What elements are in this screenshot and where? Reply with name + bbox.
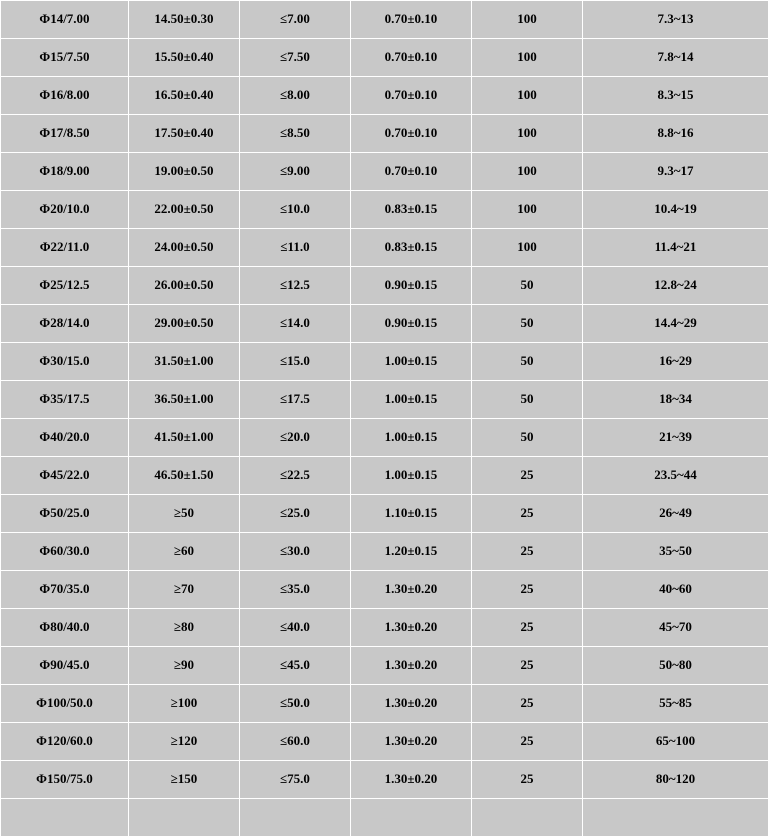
table-cell-inner_diameter: 14.50±0.30 [129, 1, 240, 39]
table-cell-wall_thickness: ≤7.50 [240, 39, 351, 77]
table-cell-size [1, 799, 129, 837]
table-cell-inner_diameter: 22.00±0.50 [129, 191, 240, 229]
table-cell-wall_thickness: ≤14.0 [240, 305, 351, 343]
table-row [1, 77, 768, 115]
table-cell-tolerance: 0.83±0.15 [351, 191, 472, 229]
table-cell-wall_thickness: ≤25.0 [240, 495, 351, 533]
table-cell-length: 50 [472, 305, 583, 343]
table-row [1, 647, 768, 685]
table-cell-tolerance: 0.83±0.15 [351, 229, 472, 267]
table-cell-inner_diameter: ≥90 [129, 647, 240, 685]
table-row [1, 457, 768, 495]
table-cell-wall_thickness: ≤12.5 [240, 267, 351, 305]
table-cell-range [583, 799, 768, 837]
table-cell-length: 25 [472, 761, 583, 799]
table-cell-size: Φ50/25.0 [1, 495, 129, 533]
table-cell-size: Φ150/75.0 [1, 761, 129, 799]
table-cell-length: 100 [472, 115, 583, 153]
table-cell-tolerance: 0.70±0.10 [351, 1, 472, 39]
table-row [1, 1, 768, 39]
table-cell-wall_thickness: ≤11.0 [240, 229, 351, 267]
table-cell-inner_diameter: ≥50 [129, 495, 240, 533]
table-row [1, 381, 768, 419]
table-cell-range: 50~80 [583, 647, 768, 685]
table-cell-length: 25 [472, 723, 583, 761]
table-cell-size: Φ80/40.0 [1, 609, 129, 647]
table-cell-length: 100 [472, 191, 583, 229]
table-cell-length: 25 [472, 533, 583, 571]
table-cell-wall_thickness: ≤7.00 [240, 1, 351, 39]
table-cell-size: Φ15/7.50 [1, 39, 129, 77]
table-cell-wall_thickness: ≤60.0 [240, 723, 351, 761]
table-cell-wall_thickness: ≤17.5 [240, 381, 351, 419]
table-cell-size: Φ120/60.0 [1, 723, 129, 761]
table-cell-wall_thickness [240, 799, 351, 837]
table-cell-tolerance: 1.30±0.20 [351, 761, 472, 799]
table-row [1, 571, 768, 609]
table-row [1, 229, 768, 267]
table-row [1, 723, 768, 761]
table-cell-tolerance: 0.70±0.10 [351, 115, 472, 153]
table-cell-range: 7.8~14 [583, 39, 768, 77]
table-cell-tolerance: 1.00±0.15 [351, 343, 472, 381]
table-cell-range: 35~50 [583, 533, 768, 571]
table-cell-size: Φ100/50.0 [1, 685, 129, 723]
table-cell-length: 50 [472, 267, 583, 305]
table-row [1, 39, 768, 77]
table-cell-size: Φ70/35.0 [1, 571, 129, 609]
table-cell-inner_diameter: 31.50±1.00 [129, 343, 240, 381]
table-cell-inner_diameter: 24.00±0.50 [129, 229, 240, 267]
table-cell-tolerance: 1.30±0.20 [351, 609, 472, 647]
table-cell-size: Φ60/30.0 [1, 533, 129, 571]
table-cell-range: 11.4~21 [583, 229, 768, 267]
table-cell-range: 55~85 [583, 685, 768, 723]
table-cell-length: 100 [472, 39, 583, 77]
table-cell-tolerance: 1.30±0.20 [351, 685, 472, 723]
table-cell-inner_diameter: 15.50±0.40 [129, 39, 240, 77]
table-cell-range: 10.4~19 [583, 191, 768, 229]
table-cell-range: 12.8~24 [583, 267, 768, 305]
table-cell-tolerance: 0.90±0.15 [351, 267, 472, 305]
table-cell-wall_thickness: ≤50.0 [240, 685, 351, 723]
table-cell-wall_thickness: ≤40.0 [240, 609, 351, 647]
table-cell-tolerance: 1.30±0.20 [351, 723, 472, 761]
table-cell-size: Φ28/14.0 [1, 305, 129, 343]
table-cell-size: Φ17/8.50 [1, 115, 129, 153]
table-cell-tolerance: 1.00±0.15 [351, 381, 472, 419]
table-cell-range: 14.4~29 [583, 305, 768, 343]
table-cell-length: 100 [472, 229, 583, 267]
table-cell-range: 8.8~16 [583, 115, 768, 153]
table-cell-tolerance: 1.00±0.15 [351, 457, 472, 495]
table-cell-size: Φ90/45.0 [1, 647, 129, 685]
table-cell-wall_thickness: ≤75.0 [240, 761, 351, 799]
table-row [1, 685, 768, 723]
table-cell-size: Φ45/22.0 [1, 457, 129, 495]
table-row [1, 343, 768, 381]
table-cell-inner_diameter: 16.50±0.40 [129, 77, 240, 115]
table-cell-inner_diameter: ≥70 [129, 571, 240, 609]
table-cell-length: 25 [472, 571, 583, 609]
table-row [1, 533, 768, 571]
table-cell-length: 25 [472, 685, 583, 723]
table-cell-inner_diameter: 19.00±0.50 [129, 153, 240, 191]
table-cell-size: Φ25/12.5 [1, 267, 129, 305]
table-cell-inner_diameter: 17.50±0.40 [129, 115, 240, 153]
table-cell-tolerance: 1.00±0.15 [351, 419, 472, 457]
table-cell-inner_diameter: ≥60 [129, 533, 240, 571]
table-cell-range: 18~34 [583, 381, 768, 419]
table-cell-length: 25 [472, 647, 583, 685]
table-cell-range: 7.3~13 [583, 1, 768, 39]
table-cell-inner_diameter: ≥150 [129, 761, 240, 799]
table-cell-size: Φ35/17.5 [1, 381, 129, 419]
table-cell-inner_diameter: ≥120 [129, 723, 240, 761]
table-cell-tolerance: 1.30±0.20 [351, 647, 472, 685]
table-cell-wall_thickness: ≤8.50 [240, 115, 351, 153]
table-cell-tolerance: 0.70±0.10 [351, 153, 472, 191]
table-cell-inner_diameter: 36.50±1.00 [129, 381, 240, 419]
table-cell-range: 45~70 [583, 609, 768, 647]
table-cell-tolerance: 1.20±0.15 [351, 533, 472, 571]
table-cell-wall_thickness: ≤10.0 [240, 191, 351, 229]
table-row [1, 761, 768, 799]
table-cell-tolerance: 0.90±0.15 [351, 305, 472, 343]
table-cell-length: 50 [472, 343, 583, 381]
table-cell-size: Φ30/15.0 [1, 343, 129, 381]
table-cell-wall_thickness: ≤45.0 [240, 647, 351, 685]
table-cell-size: Φ40/20.0 [1, 419, 129, 457]
table-cell-length: 100 [472, 77, 583, 115]
table-cell-tolerance: 1.30±0.20 [351, 571, 472, 609]
table-cell-wall_thickness: ≤9.00 [240, 153, 351, 191]
table-body [1, 1, 768, 837]
table-cell-size: Φ14/7.00 [1, 1, 129, 39]
table-row [1, 305, 768, 343]
table-cell-tolerance [351, 799, 472, 837]
table-cell-length: 100 [472, 153, 583, 191]
table-cell-range: 21~39 [583, 419, 768, 457]
table-cell-range: 26~49 [583, 495, 768, 533]
table-cell-size: Φ20/10.0 [1, 191, 129, 229]
table-cell-inner_diameter: 41.50±1.00 [129, 419, 240, 457]
table-cell-inner_diameter: 29.00±0.50 [129, 305, 240, 343]
table-row [1, 191, 768, 229]
table-cell-inner_diameter: 46.50±1.50 [129, 457, 240, 495]
table-cell-length: 50 [472, 419, 583, 457]
table-cell-wall_thickness: ≤35.0 [240, 571, 351, 609]
table-cell-wall_thickness: ≤30.0 [240, 533, 351, 571]
table-row [1, 609, 768, 647]
table-cell-length: 50 [472, 381, 583, 419]
table-cell-range: 23.5~44 [583, 457, 768, 495]
table-row [1, 419, 768, 457]
table-cell-length: 25 [472, 609, 583, 647]
table-cell-length [472, 799, 583, 837]
table-cell-range: 65~100 [583, 723, 768, 761]
table-cell-length: 25 [472, 457, 583, 495]
table-cell-range: 9.3~17 [583, 153, 768, 191]
table-cell-wall_thickness: ≤8.00 [240, 77, 351, 115]
table-cell-inner_diameter [129, 799, 240, 837]
table-cell-range: 80~120 [583, 761, 768, 799]
table-cell-wall_thickness: ≤22.5 [240, 457, 351, 495]
table-cell-inner_diameter: 26.00±0.50 [129, 267, 240, 305]
table-row [1, 153, 768, 191]
table-cell-tolerance: 0.70±0.10 [351, 39, 472, 77]
table-row [1, 267, 768, 305]
table-cell-size: Φ22/11.0 [1, 229, 129, 267]
table-row [1, 799, 768, 837]
table-cell-tolerance: 1.10±0.15 [351, 495, 472, 533]
table-cell-range: 40~60 [583, 571, 768, 609]
table-cell-range: 16~29 [583, 343, 768, 381]
table-cell-size: Φ18/9.00 [1, 153, 129, 191]
table-row [1, 115, 768, 153]
table-cell-inner_diameter: ≥100 [129, 685, 240, 723]
table-cell-inner_diameter: ≥80 [129, 609, 240, 647]
table-cell-wall_thickness: ≤20.0 [240, 419, 351, 457]
table-row [1, 495, 768, 533]
table-cell-length: 100 [472, 1, 583, 39]
table-cell-wall_thickness: ≤15.0 [240, 343, 351, 381]
table-cell-range: 8.3~15 [583, 77, 768, 115]
table-cell-size: Φ16/8.00 [1, 77, 129, 115]
table-cell-tolerance: 0.70±0.10 [351, 77, 472, 115]
table-cell-length: 25 [472, 495, 583, 533]
